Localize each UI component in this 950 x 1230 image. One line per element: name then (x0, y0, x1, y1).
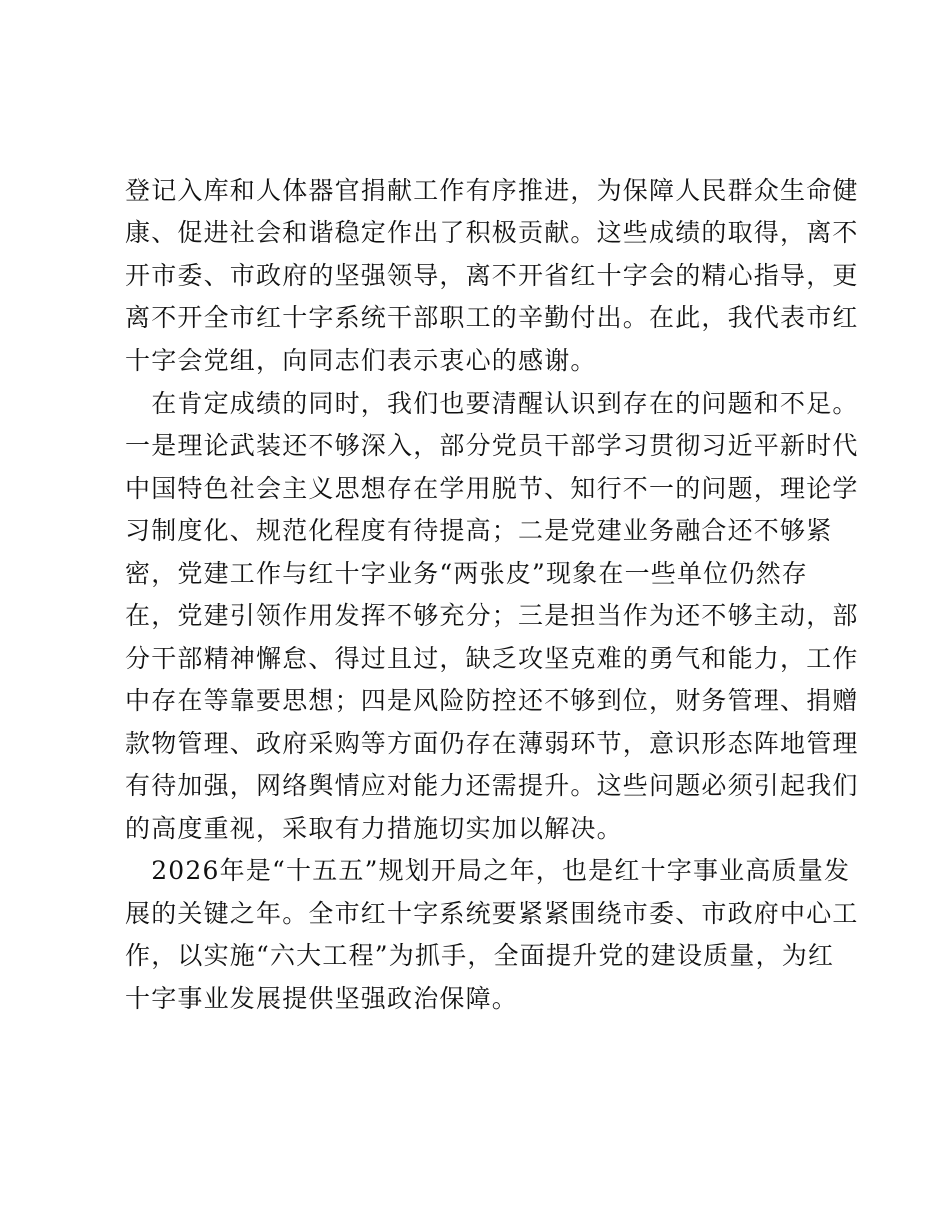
text-line: 开市委、市政府的坚强领导，离不开省红十字会的精心指导，更 (125, 261, 859, 290)
text-line: 展的关键之年。全市红十字系统要紧紧围绕市委、市政府中心工 (125, 899, 859, 928)
text-line: 款物管理、政府采购等方面仍存在薄弱环节，意识形态阵地管理 (125, 729, 859, 758)
text-line: 密，党建工作与红十字业务“两张皮”现象在一些单位仍然存 (125, 559, 808, 588)
text-line: 2026年是“十五五”规划开局之年，也是红十字事业高质量发 (125, 856, 851, 885)
text-line: 十字会党组，向同志们表示衷心的感谢。 (125, 346, 597, 375)
text-line: 作，以实施“六大工程”为抓手，全面提升党的建设质量，为红 (125, 941, 835, 970)
text-line: 习制度化、规范化程度有待提高；二是党建业务融合还不够紧 (125, 516, 833, 545)
text-line: 登记入库和人体器官捐献工作有序推进，为保障人民群众生命健 (125, 176, 859, 205)
text-line: 离不开全市红十字系统干部职工的辛勤付出。在此，我代表市红 (125, 303, 859, 332)
text-line: 的高度重视，采取有力措施切实加以解决。 (125, 814, 623, 843)
text-line: 在，党建引领作用发挥不够充分；三是担当作为还不够主动，部 (125, 601, 859, 630)
text-line: 分干部精神懈怠、得过且过，缺乏攻坚克难的勇气和能力，工作 (125, 644, 859, 673)
text-line: 中存在等靠要思想；四是风险防控还不够到位，财务管理、捐赠 (125, 686, 859, 715)
text-line: 一是理论武装还不够深入，部分党员干部学习贯彻习近平新时代 (125, 431, 859, 460)
text-line: 中国特色社会主义思想存在学用脱节、知行不一的问题，理论学 (125, 474, 859, 503)
text-line: 有待加强，网络舆情应对能力还需提升。这些问题必须引起我们 (125, 771, 859, 800)
text-line: 在肯定成绩的同时，我们也要清醒认识到存在的问题和不足。 (125, 389, 859, 418)
text-line: 康、促进社会和谐稳定作出了积极贡献。这些成绩的取得，离不 (125, 218, 859, 247)
text-line: 十字事业发展提供坚强政治保障。 (125, 984, 519, 1013)
